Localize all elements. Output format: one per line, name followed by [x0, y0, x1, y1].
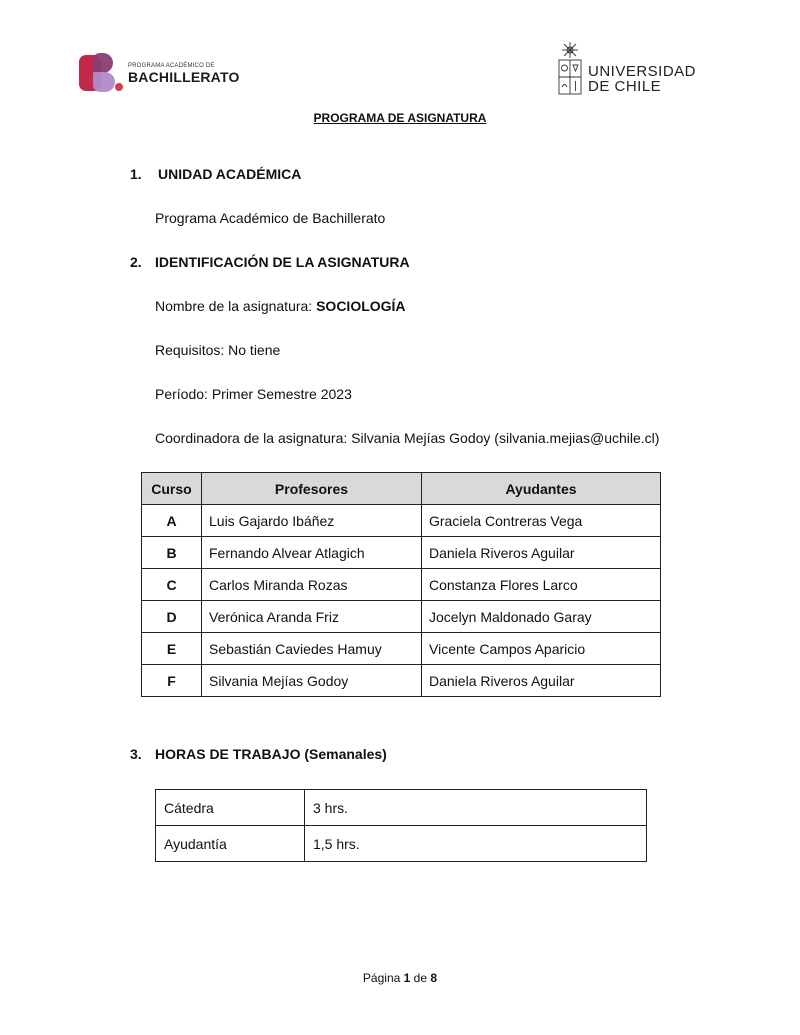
nombre-asignatura [155, 298, 406, 314]
curso-cell: F [142, 665, 202, 697]
university-crest-icon [556, 42, 584, 96]
profesor-cell: Fernando Alvear Atlagich [202, 537, 422, 569]
ayudante-cell: Daniela Riveros Aguilar [422, 537, 661, 569]
profesor-cell: Verónica Aranda Friz [202, 601, 422, 633]
staff-table [141, 472, 661, 697]
profesor-cell: Sebastián Caviedes Hamuy [202, 633, 422, 665]
hours-label-cell: Cátedra [156, 790, 305, 826]
document-title: PROGRAMA DE ASIGNATURA [313, 111, 487, 125]
ayudante-cell: Constanza Flores Larco [422, 569, 661, 601]
section-2-heading [130, 254, 410, 270]
header-curso: Curso [142, 473, 202, 505]
curso-cell: A [142, 505, 202, 537]
table-row [142, 505, 661, 537]
section-title: HORAS DE TRABAJO (Semanales) [155, 746, 387, 762]
table-row [142, 633, 661, 665]
bachillerato-logo-mark-icon [79, 53, 125, 93]
requisitos-text: Requisitos: No tiene [155, 342, 281, 358]
logo-big-text: BACHILLERATO [128, 68, 240, 85]
coordinadora-text: Coordinadora de la asignatura: Silvania Mejías Godoy (silvania.mejias@uchile.cl) [155, 430, 660, 446]
table-header-row [142, 473, 661, 505]
table-row [156, 826, 647, 862]
hours-table [155, 789, 647, 862]
bachillerato-logo-text [128, 63, 240, 84]
hours-value-cell: 1,5 hrs. [305, 826, 647, 862]
table-row [156, 790, 647, 826]
universidad-de-chile-logo [556, 42, 696, 96]
curso-cell: B [142, 537, 202, 569]
section-number: 1. [130, 166, 142, 182]
ayudante-cell: Vicente Campos Aparicio [422, 633, 661, 665]
profesor-cell: Carlos Miranda Rozas [202, 569, 422, 601]
profesor-cell: Silvania Mejías Godoy [202, 665, 422, 697]
profesor-cell: Luis Gajardo Ibáñez [202, 505, 422, 537]
curso-cell: C [142, 569, 202, 601]
ayudante-cell: Graciela Contreras Vega [422, 505, 661, 537]
section-1-heading [130, 166, 301, 182]
footer-prefix: Página [362, 971, 401, 985]
hours-label-cell: Ayudantía [156, 826, 305, 862]
footer-middle: de [413, 971, 428, 985]
ayudante-cell: Jocelyn Maldonado Garay [422, 601, 661, 633]
unidad-academica-text: Programa Académico de Bachillerato [155, 210, 386, 226]
footer-total-pages: 8 [430, 971, 438, 985]
nombre-value: SOCIOLOGÍA [316, 298, 406, 314]
header-profesores: Profesores [202, 473, 422, 505]
curso-cell: E [142, 633, 202, 665]
nombre-label: Nombre de la asignatura: [155, 298, 313, 314]
section-title: IDENTIFICACIÓN DE LA ASIGNATURA [155, 254, 410, 270]
bachillerato-logo [79, 53, 240, 93]
page-footer [0, 971, 800, 985]
table-row [142, 665, 661, 697]
ayudante-cell: Daniela Riveros Aguilar [422, 665, 661, 697]
table-row [142, 537, 661, 569]
periodo-text: Período: Primer Semestre 2023 [155, 386, 352, 402]
table-row [142, 569, 661, 601]
hours-value-cell: 3 hrs. [305, 790, 647, 826]
section-number: 2. [130, 254, 142, 270]
de-chile-text: DE CHILE [588, 78, 662, 96]
table-row [142, 601, 661, 633]
curso-cell: D [142, 601, 202, 633]
section-3-heading [130, 746, 387, 762]
footer-page-number: 1 [403, 971, 411, 985]
universidad-text: UNIVERSIDAD [588, 62, 697, 80]
logo-small-text: PROGRAMA ACADÉMICO DE [128, 62, 215, 69]
section-number: 3. [130, 746, 142, 762]
universidad-de-chile-text [588, 64, 696, 97]
header-ayudantes: Ayudantes [422, 473, 661, 505]
section-title: UNIDAD ACADÉMICA [158, 166, 302, 182]
